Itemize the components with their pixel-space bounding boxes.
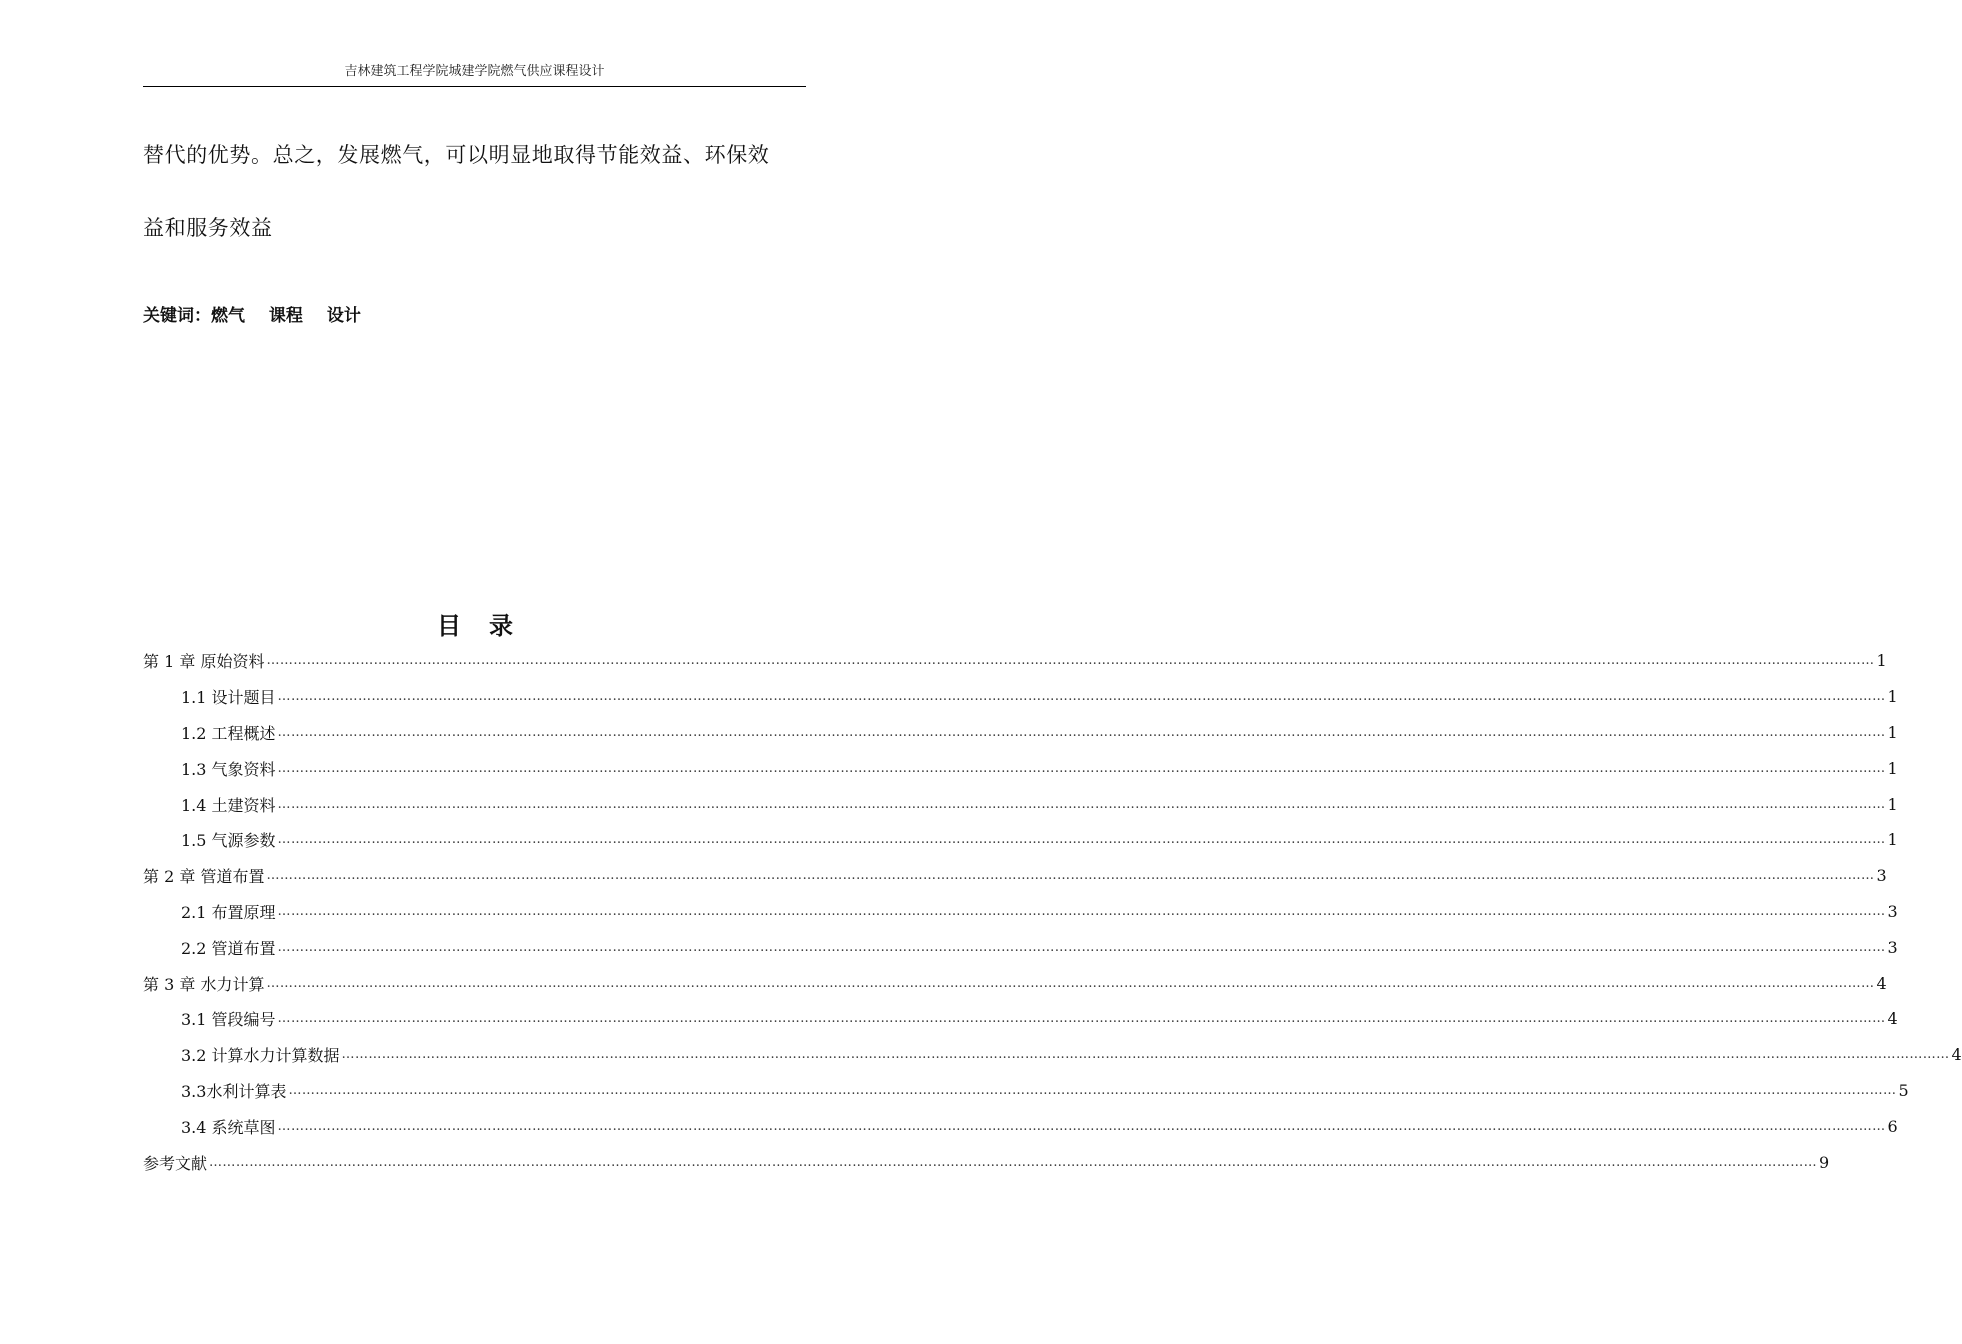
toc-leader-dots: ………………………………………………………………………………………………………………………………………………………………………………………………………………………………………………………………………………………………………………………………: [288, 1082, 1897, 1098]
toc-entry[interactable]: [143, 750, 1898, 786]
toc-leader-dots: ………………………………………………………………………………………………………………………………………………………………………………………………………………………………………………………………………………………………………………………………: [277, 760, 1886, 776]
toc-entry-label: 3.3水利计算表: [181, 1081, 287, 1101]
toc-leader-dots: ………………………………………………………………………………………………………………………………………………………………………………………………………………………………………………………………………………………………………………………………: [277, 903, 1886, 919]
keywords-line: [143, 301, 379, 326]
toc-entry-label: 1.1 设计题目: [181, 688, 276, 708]
toc-leader-dots: ………………………………………………………………………………………………………………………………………………………………………………………………………………………………………………………………………………………………………………………………: [341, 1047, 1950, 1063]
toc-entry-page: 1: [1887, 687, 1898, 707]
toc-entry-page: 3: [1887, 901, 1898, 921]
toc-entry[interactable]: [143, 679, 1898, 715]
toc-leader-dots: ………………………………………………………………………………………………………………………………………………………………………………………………………………………………………………………………………………………………………………………………: [277, 1118, 1886, 1134]
running-header: [143, 62, 806, 87]
toc-entry[interactable]: [143, 1108, 1898, 1144]
toc-entry[interactable]: [143, 1144, 1830, 1180]
toc-entry-label: 第 3 章 水力计算: [143, 974, 265, 994]
toc-entry[interactable]: [143, 822, 1898, 858]
toc-entry-page: 9: [1819, 1152, 1830, 1172]
toc-entry-page: 4: [1876, 973, 1887, 993]
toc-entry[interactable]: [143, 929, 1898, 965]
toc-entry[interactable]: [143, 894, 1898, 930]
toc-entry-page: 1: [1887, 722, 1898, 742]
toc-title: 目录: [437, 612, 541, 640]
toc-entry-label: 3.1 管段编号: [181, 1010, 276, 1030]
table-of-contents: [143, 643, 1962, 1180]
toc-entry-page: 3: [1876, 866, 1887, 886]
toc-entry[interactable]: [143, 715, 1898, 751]
body-text-line-1: 替代的优势。总之，发展燃气，可以明显地取得节能效益、环保效: [143, 143, 770, 167]
keyword-item: 课程: [268, 306, 303, 326]
toc-entry-label: 第 2 章 管道布置: [143, 867, 265, 887]
body-text-line-2: 益和服务效益: [143, 216, 273, 240]
toc-leader-dots: ………………………………………………………………………………………………………………………………………………………………………………………………………………………………………………………………………………………………………………………………: [209, 1154, 1818, 1170]
toc-entry-label: 1.3 气象资料: [181, 759, 276, 779]
toc-leader-dots: ………………………………………………………………………………………………………………………………………………………………………………………………………………………………………………………………………………………………………………………………: [277, 689, 1886, 705]
toc-leader-dots: ………………………………………………………………………………………………………………………………………………………………………………………………………………………………………………………………………………………………………………………………: [277, 724, 1886, 740]
toc-leader-dots: ………………………………………………………………………………………………………………………………………………………………………………………………………………………………………………………………………………………………………………………………: [266, 975, 1875, 991]
toc-entry-label: 参考文献: [143, 1153, 208, 1173]
toc-leader-dots: ………………………………………………………………………………………………………………………………………………………………………………………………………………………………………………………………………………………………………………………………: [277, 1011, 1886, 1027]
toc-entry[interactable]: [143, 1001, 1898, 1037]
toc-entry-page: 1: [1876, 651, 1887, 671]
keywords-label: 关键词：燃气: [143, 306, 245, 326]
toc-entry-page: 4: [1887, 1009, 1898, 1029]
toc-entry[interactable]: [143, 1037, 1962, 1073]
toc-entry[interactable]: [143, 786, 1898, 822]
toc-entry-page: 3: [1887, 937, 1898, 957]
toc-entry-page: 5: [1898, 1080, 1909, 1100]
toc-entry[interactable]: [143, 965, 1887, 1001]
toc-leader-dots: ………………………………………………………………………………………………………………………………………………………………………………………………………………………………………………………………………………………………………………………………: [277, 832, 1886, 848]
toc-leader-dots: ………………………………………………………………………………………………………………………………………………………………………………………………………………………………………………………………………………………………………………………………: [266, 868, 1875, 884]
header-title: 吉林建筑工程学院城建学院燃气供应课程设计: [344, 64, 605, 79]
toc-entry-label: 1.5 气源参数: [181, 831, 276, 851]
toc-entry-page: 1: [1887, 830, 1898, 850]
toc-entry-page: 1: [1887, 794, 1898, 814]
toc-entry-label: 第 1 章 原始资料: [143, 652, 265, 672]
toc-entry-label: 2.1 布置原理: [181, 902, 276, 922]
toc-entry-page: 6: [1887, 1116, 1898, 1136]
toc-entry-label: 3.2 计算水力计算数据: [181, 1046, 340, 1066]
toc-entry-label: 2.2 管道布置: [181, 938, 276, 958]
keyword-item: 设计: [326, 306, 361, 326]
toc-leader-dots: ………………………………………………………………………………………………………………………………………………………………………………………………………………………………………………………………………………………………………………………………: [266, 653, 1875, 669]
toc-entry-label: 3.4 系统草图: [181, 1117, 276, 1137]
toc-entry-page: 4: [1951, 1045, 1962, 1065]
toc-entry[interactable]: [143, 858, 1887, 894]
toc-entry-label: 1.4 土建资料: [181, 795, 276, 815]
toc-entry-label: 1.2 工程概述: [181, 723, 276, 743]
toc-leader-dots: ………………………………………………………………………………………………………………………………………………………………………………………………………………………………………………………………………………………………………………………………: [277, 939, 1886, 955]
toc-entry[interactable]: [143, 643, 1887, 679]
toc-entry[interactable]: [143, 1073, 1909, 1109]
toc-entry-page: 1: [1887, 758, 1898, 778]
toc-leader-dots: ………………………………………………………………………………………………………………………………………………………………………………………………………………………………………………………………………………………………………………………………: [277, 796, 1886, 812]
